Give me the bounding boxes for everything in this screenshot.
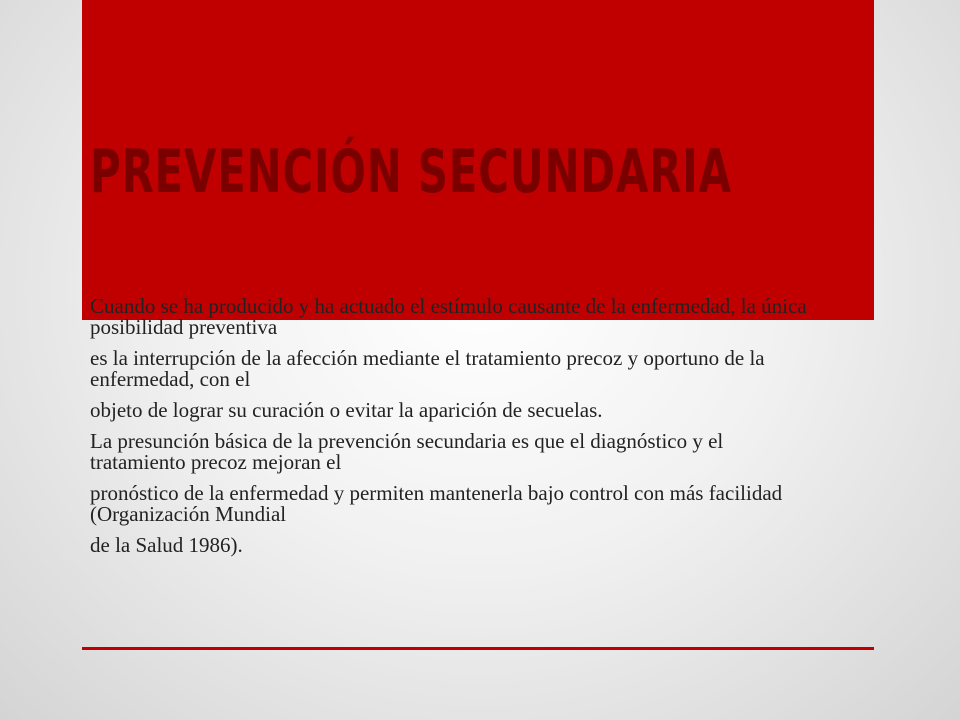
body-paragraph: objeto de lograr su curación o evitar la aparición de secuelas. <box>90 398 603 422</box>
bottom-divider <box>82 647 874 650</box>
body-paragraph: pronóstico de la enfermedad y permiten mantenerla bajo control con más facilidad (Organización Mundial <box>90 481 783 526</box>
body-paragraph: de la Salud 1986). <box>90 533 243 557</box>
body-paragraph: es la interrupción de la afección mediante el tratamiento precoz y oportuno de la enfermedad, con el <box>90 346 765 391</box>
body-paragraph: Cuando se ha producido y ha actuado el estímulo causante de la enfermedad, la única posibilidad preventiva <box>90 294 807 339</box>
body-paragraph: La presunción básica de la prevención secundaria es que el diagnóstico y el tratamiento precoz mejoran el <box>90 429 724 474</box>
slide-title: PREVENCIÓN SECUNDARIA <box>90 137 732 207</box>
slide-body <box>90 296 810 566</box>
